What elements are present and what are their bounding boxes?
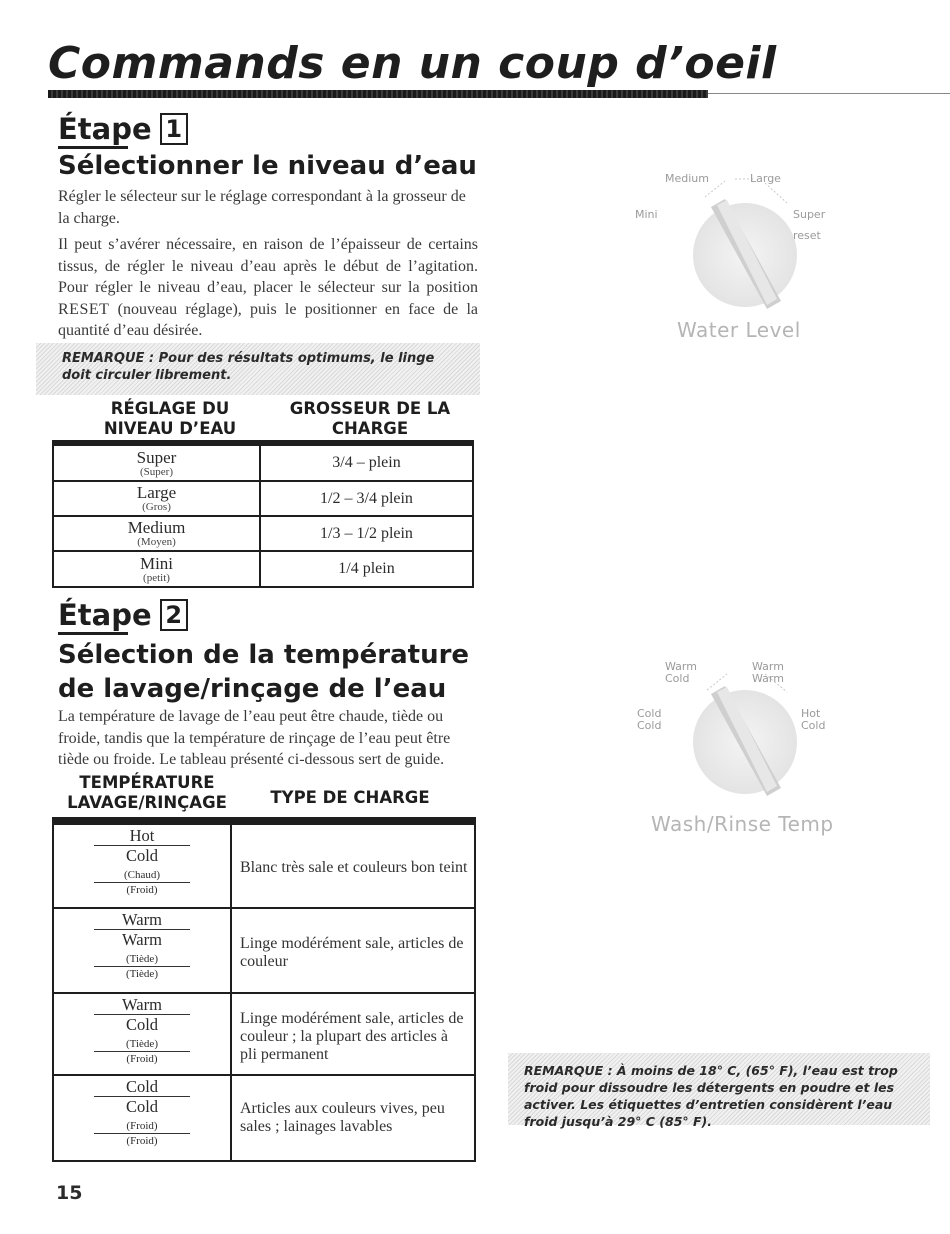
water-label-reset: reset [793, 229, 821, 242]
temp-label-top-right [752, 661, 784, 685]
page-number: 15 [56, 1182, 83, 1204]
table-row [53, 551, 473, 587]
step-1-paragraph-1: Régler le sélecteur sur le réglage correspondant à la grosseur de la charge. [58, 188, 466, 227]
water-setting-cell [53, 443, 260, 481]
table-row [53, 1075, 475, 1161]
rinse-temp: Cold [125, 1015, 159, 1034]
water-level-table [52, 440, 474, 588]
dial-text: Cold [665, 672, 690, 685]
dial-text: Cold [637, 707, 662, 720]
water-level-dial [615, 165, 855, 345]
water-dial-caption: Water Level [677, 318, 801, 342]
setting-name-fr: (Moyen) [137, 536, 176, 548]
rinse-temp: Cold [125, 1097, 159, 1116]
water-setting-cell [53, 551, 260, 587]
wash-temp: Cold [94, 1076, 190, 1097]
step-1-number: 1 [160, 113, 188, 145]
wash-temp: Hot [94, 825, 190, 846]
dial-text: Cold [637, 719, 662, 732]
table-row [53, 443, 473, 481]
temp-col1-line2: LAVAGE/RINÇAGE [67, 793, 227, 812]
step-2-heading-line2: de lavage/rinçage de l’eau [58, 674, 447, 704]
dial-text: Hot [801, 707, 821, 720]
temp-dial-caption: Wash/Rinse Temp [651, 812, 834, 836]
table-row [53, 481, 473, 516]
step-2-note: REMARQUE : À moins de 18° C, (65° F), l’eau est trop froid pour dissoudre les détergents en poudre et les activer. Les étiquettes d’entretien considèrent l’eau froid jusqu’à 29° C (85° F). [508, 1053, 930, 1125]
step-2-word: Étape [58, 598, 152, 632]
temp-col1-header [52, 773, 242, 813]
wash-temp-fr: (Froid) [94, 1117, 190, 1134]
temp-cell [53, 908, 231, 993]
rinse-temp-fr: (Froid) [126, 884, 158, 896]
load-type-cell: Linge modérément sale, articles de couleur [231, 908, 475, 993]
water-col1-line1: RÉGLAGE DU [110, 399, 230, 418]
water-col2-line2: CHARGE [331, 419, 409, 438]
water-col1-line2: NIVEAU D’EAU [103, 419, 237, 438]
wash-temp-table [52, 817, 476, 1162]
setting-name: Large [136, 483, 177, 502]
step-2-paragraph: La température de lavage de l’eau peut être chaude, tiède ou froide, tandis que la température de rinçage de l’eau peut être tiède ou froide. Le tableau présenté ci-dessous sert de guide. [58, 708, 451, 768]
water-label-medium: Medium [665, 172, 709, 185]
setting-name-fr: (Super) [140, 465, 173, 478]
p2-after: (nouveau réglage), puis le positionner en face de la quantité d’eau désirée. [58, 300, 478, 339]
rinse-temp: Cold [125, 846, 159, 865]
rinse-temp-fr: (Tiède) [126, 968, 158, 980]
step-2-underline [58, 632, 128, 635]
load-type-cell: Blanc très sale et couleurs bon teint [231, 821, 475, 908]
p2-before: Il peut s’avérer nécessaire, en raison de l’épaisseur de certains tissus, de régler le niveau d’eau après le début de l’agitation. Pour régler le niveau d’eau, placer le sélecteur sur la position [58, 236, 478, 296]
dial-text: Cold [801, 719, 826, 732]
table-row [53, 516, 473, 551]
load-type-cell: Linge modérément sale, articles de couleur ; la plupart des articles à pli permanent [231, 993, 475, 1075]
table-row [53, 993, 475, 1075]
title-rule [48, 90, 708, 98]
step-1-paragraph-2 [58, 234, 478, 342]
table-row [53, 821, 475, 908]
step-1-heading: Sélectionner le niveau d’eau [58, 151, 477, 181]
dial-text: Warm [752, 660, 784, 673]
wash-temp-fr: (Tiède) [94, 950, 190, 967]
water-col2-header [270, 399, 470, 439]
temp-label-left [637, 708, 661, 732]
water-label-large: Large [750, 172, 781, 185]
rinse-temp: Warm [122, 930, 162, 949]
temp-cell [53, 821, 231, 908]
dial-text: Warm [665, 660, 697, 673]
step-1-note: REMARQUE : Pour des résultats optimums, le linge doit circuler librement. [36, 343, 480, 395]
water-col1-header [80, 399, 260, 439]
temp-cell [53, 993, 231, 1075]
load-size-cell: 1/3 – 1/2 plein [260, 516, 473, 551]
load-type-cell: Articles aux couleurs vives, peu sales ; lainages lavables [231, 1075, 475, 1161]
wash-temp: Warm [94, 909, 190, 930]
temp-label-top-left [665, 661, 697, 685]
step-2-heading-line1: Sélection de la température [58, 640, 470, 670]
temp-col1-line1: TEMPÉRATURE [79, 773, 215, 792]
rinse-temp-fr: (Froid) [126, 1053, 158, 1065]
wash-temp-fr: (Tiède) [94, 1035, 190, 1052]
wash-temp: Warm [94, 994, 190, 1015]
load-size-cell: 1/2 – 3/4 plein [260, 481, 473, 516]
setting-name-fr: (Gros) [142, 501, 171, 513]
step-1-word: Étape [58, 112, 152, 146]
table-row [53, 908, 475, 993]
title-rule-thin [708, 93, 950, 94]
reset-term: RESET [58, 300, 110, 318]
setting-name-fr: (petit) [143, 571, 170, 584]
rinse-temp-fr: (Froid) [126, 1135, 158, 1147]
step-1-label [58, 112, 188, 146]
temp-col2-header: TYPE DE CHARGE [270, 788, 430, 807]
setting-name: Mini [139, 553, 174, 573]
step-2-number: 2 [160, 599, 188, 631]
water-col2-line1: GROSSEUR DE LA [289, 399, 451, 418]
water-setting-cell [53, 516, 260, 551]
water-label-mini: Mini [635, 208, 658, 221]
setting-name: Super [136, 447, 177, 467]
water-setting-cell [53, 481, 260, 516]
temp-cell [53, 1075, 231, 1161]
water-label-super: Super [793, 208, 826, 221]
wash-temp-fr: (Chaud) [94, 866, 190, 883]
load-size-cell: 1/4 plein [260, 551, 473, 587]
temperature-dial [615, 652, 865, 842]
temp-label-right [801, 708, 825, 732]
step-2-heading [58, 638, 469, 706]
dial-text: Warm [752, 672, 784, 685]
page-title: Commands en un coup d’oeil [48, 38, 777, 89]
load-size-cell: 3/4 – plein [260, 443, 473, 481]
setting-name: Medium [127, 518, 186, 537]
step-2-label [58, 598, 188, 632]
